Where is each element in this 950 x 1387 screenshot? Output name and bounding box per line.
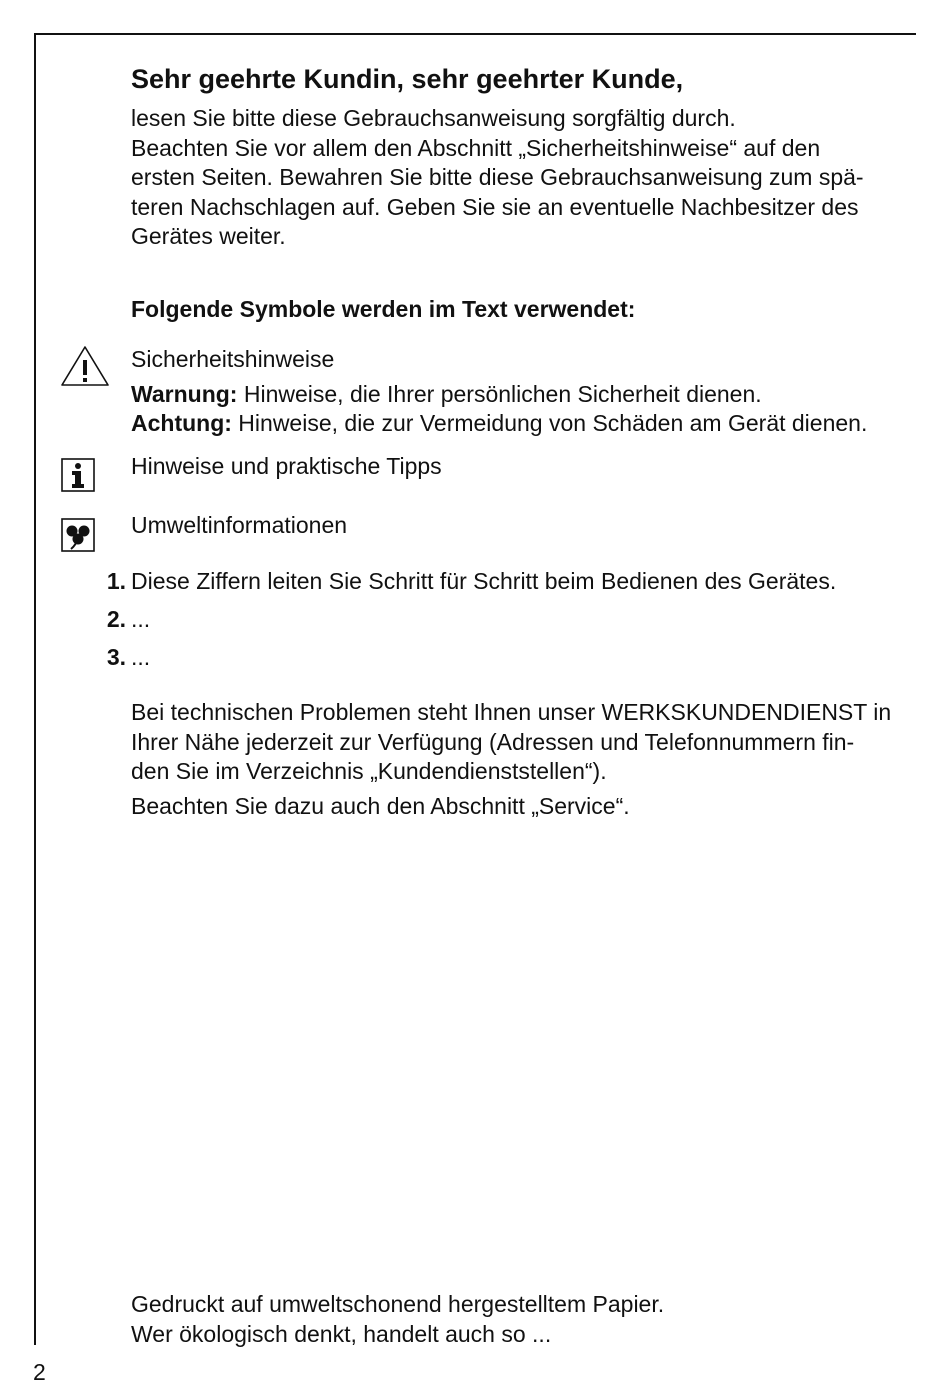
- intro-line: teren Nachschlagen auf. Geben Sie sie an eventuelle Nachbesitzer des: [131, 193, 859, 220]
- step-text: ...: [131, 606, 151, 632]
- step-number: 2.: [106, 606, 126, 632]
- service-line: Bei technischen Problemen steht Ihnen unser WERKSKUNDENDIENST in: [131, 699, 892, 725]
- environment-label: Umweltinformationen: [131, 512, 348, 538]
- intro-line: lesen Sie bitte diese Gebrauchsanweisung sorgfältig durch.: [131, 105, 736, 131]
- frame-left-rule: [34, 33, 36, 1345]
- step-text: ...: [131, 644, 151, 670]
- caution-text: Hinweise, die zur Vermeidung von Schäden am Gerät dienen.: [231, 410, 868, 436]
- frame-top-rule: [34, 33, 916, 35]
- step-item: [0, 604, 950, 642]
- intro-paragraph: [131, 104, 901, 252]
- intro-line: Gerätes weiter.: [131, 223, 286, 249]
- warning-text: Hinweise, die Ihrer persönlichen Sicherheit dienen.: [237, 380, 762, 407]
- cloverleaf-icon: [61, 518, 95, 552]
- service-line: Ihrer Nähe jederzeit zur Verfügung (Adressen und Telefonnummern fin-: [131, 728, 855, 755]
- service-paragraph: [131, 698, 901, 821]
- intro-line: ersten Seiten. Bewahren Sie bitte diese Gebrauchsanweisung zum spä-: [131, 164, 864, 190]
- symbols-heading: Folgende Symbole werden im Text verwendet:: [131, 296, 636, 322]
- service-note: Beachten Sie dazu auch den Abschnitt „Service“.: [131, 792, 630, 819]
- safety-title: Sicherheitshinweise: [131, 346, 335, 372]
- footer-note: [131, 1290, 901, 1349]
- service-line: den Sie im Verzeichnis „Kundendienststellen“).: [131, 758, 607, 784]
- step-item: [0, 642, 950, 680]
- info-icon: [61, 458, 95, 492]
- intro-line: Beachten Sie vor allem den Abschnitt „Sicherheitshinweise“ auf den: [131, 134, 821, 161]
- steps-list: [0, 566, 950, 680]
- tips-label: Hinweise und praktische Tipps: [131, 453, 442, 479]
- warning-label: Warnung:: [131, 380, 238, 407]
- page-number: 2: [33, 1359, 46, 1385]
- caution-label: Achtung:: [131, 410, 232, 436]
- step-item: [0, 566, 950, 604]
- caution-line: [131, 409, 901, 439]
- warning-line: [131, 380, 901, 410]
- page-heading: Sehr geehrte Kundin, sehr geehrter Kunde,: [131, 64, 684, 94]
- safety-notes: [131, 345, 901, 439]
- step-text: Diese Ziffern leiten Sie Schritt für Schritt beim Bedienen des Gerätes.: [131, 568, 837, 594]
- step-number: 1.: [106, 568, 126, 594]
- footer-line: Wer ökologisch denkt, handelt auch so ...: [131, 1320, 552, 1347]
- footer-line: Gedruckt auf umweltschonend hergestelltem Papier.: [131, 1291, 665, 1317]
- step-number: 3.: [106, 644, 126, 670]
- warning-triangle-icon: [60, 345, 110, 387]
